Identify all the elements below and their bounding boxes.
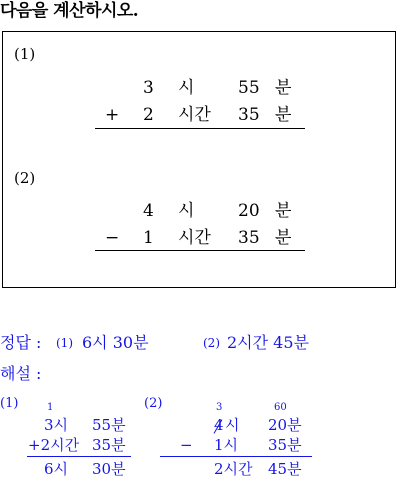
p1-row1-minute-unit: 분 <box>275 78 292 98</box>
sol1-row1-minutes: 55분 <box>92 416 126 434</box>
p1-sum-line <box>95 128 305 129</box>
p2-row2-hours: 1 <box>143 228 154 248</box>
sol2-operator: − <box>180 436 193 454</box>
sol2-borrow-minutes: 60 <box>274 402 287 413</box>
answer-2-number: (2) <box>203 336 220 350</box>
sol1-number: (1) <box>0 396 19 411</box>
sol1-sum-line <box>27 456 131 457</box>
p2-row1-hours: 4 <box>143 201 154 221</box>
p1-row1-hours: 3 <box>143 78 154 98</box>
sol2-result-hours: 2시간 <box>214 460 253 478</box>
sol1-row2-hours: +2시간 <box>28 436 80 454</box>
answer-2-value: 2시간 45분 <box>227 333 309 352</box>
sol2-row1-digit: 4 <box>214 416 224 434</box>
sol2-row1-unit: 시 <box>225 416 240 434</box>
p2-row2-minute-unit: 분 <box>275 228 292 248</box>
p1-row2-hours: 2 <box>143 105 154 125</box>
p2-row2-minutes: 35 <box>238 228 260 248</box>
p2-operator: − <box>105 228 120 248</box>
p1-row1-minutes: 55 <box>238 78 260 98</box>
problem-2-number: (2) <box>14 169 36 187</box>
p1-row1-hour-unit: 시 <box>178 78 195 98</box>
sol1-row1-hours: 3시 <box>44 416 69 434</box>
problem-1-number: (1) <box>14 45 36 63</box>
sol1-result-minutes: 30분 <box>92 460 126 478</box>
sol2-borrow-hours: 3 <box>216 402 223 413</box>
p2-row1-minute-unit: 분 <box>275 201 292 221</box>
answer-label: 정답 : <box>0 333 42 352</box>
p2-difference-line <box>95 250 305 251</box>
p1-row2-minutes: 35 <box>238 105 260 125</box>
sol2-row2-hours: 1시 <box>214 436 239 454</box>
instruction-text: 다음을 계산하시오. <box>0 1 139 21</box>
answer-1-value: 6시 30분 <box>82 333 149 352</box>
sol1-row2-minutes: 35분 <box>92 436 126 454</box>
sol1-result-hours: 6시 <box>44 460 69 478</box>
answer-1-number: (1) <box>56 336 73 350</box>
p2-row2-hour-unit: 시간 <box>178 228 211 248</box>
p2-row1-minutes: 20 <box>238 201 260 221</box>
sol2-result-minutes: 45분 <box>268 460 302 478</box>
sol2-difference-line <box>160 456 312 457</box>
p1-row2-hour-unit: 시간 <box>178 105 211 125</box>
p1-row2-minute-unit: 분 <box>275 105 292 125</box>
sol1-carry: 1 <box>47 402 54 413</box>
sol2-number: (2) <box>144 396 163 411</box>
p2-row1-hour-unit: 시 <box>178 201 195 221</box>
sol2-row2-minutes: 35분 <box>268 436 302 454</box>
explanation-label: 해설 : <box>0 364 42 383</box>
sol2-row1-minutes: 20분 <box>268 416 302 434</box>
p1-operator: + <box>105 105 120 125</box>
